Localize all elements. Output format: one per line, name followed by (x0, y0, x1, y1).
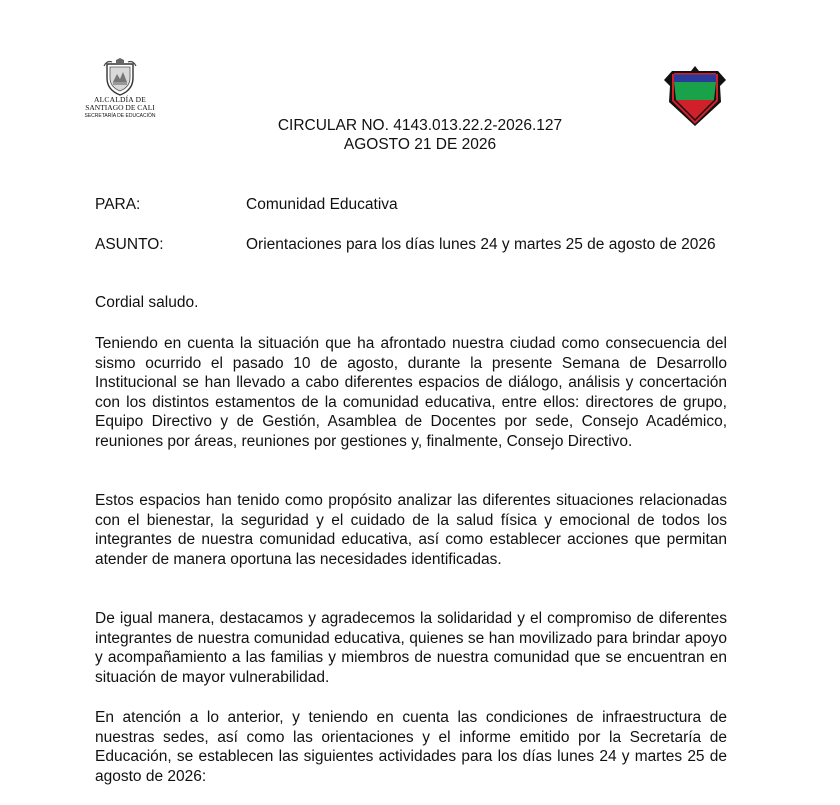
paragraph-3: De igual manera, destacamos y agradecemos la solidaridad y el compromiso de diferentes integrantes de nuestra comunidad educativa, quienes se han movilizado para brindar apoyo y acompañamiento a las familias y miembros de nuestra comunidad que se encuentran en situación de mayor vulnerabilidad. (95, 610, 727, 686)
paragraph-4: En atención a lo anterior, y teniendo en cuenta las condiciones de infraestructura de nuestras sedes, así como las orientaciones y el informe emitido por la Secretaría de Educación, se establecen las siguientes actividades para los días lunes 24 y martes 25 de agosto de 2026: (95, 709, 727, 785)
paragraph-2: Estos espacios han tenido como propósito analizar las diferentes situaciones relacionadas con el bienestar, la seguridad y el cuidado de la salud física y emocional de todos los integrantes de nuestra comunidad educativa, así como establecer acciones que permitan atender de manera oportuna las necesidades identificadas. (95, 492, 727, 568)
logo-city-line3: SECRETARÍA DE EDUCACIÓN (84, 113, 156, 119)
para-value: Comunidad Educativa (246, 196, 398, 213)
logo-city-line1: ALCALDÍA DE (94, 95, 146, 104)
asunto-label: ASUNTO: (95, 236, 164, 253)
left-logo (70, 58, 170, 120)
greeting: Cordial saludo. (95, 294, 199, 311)
paragraph-1: Teniendo en cuenta la situación que ha afrontado nuestra ciudad como consecuencia del sismo ocurrido el pasado 10 de agosto, durante la presente Semana de Desarrollo Institucional se han llevado a cabo diferentes espacios de diálogo, análisis y concertación con los distintos estamentos de la comunidad educativa, entre ellos: directores de grupo, Equipo Directivo y de Gestión, Asamblea de Docentes por sede, Consejo Académico, reuniones por áreas, reuniones por gestiones y, finalmente, Consejo Directivo. (95, 335, 727, 450)
circular-number: CIRCULAR NO. 4143.013.22.2-2026.127 (277, 117, 563, 134)
circular-date: AGOSTO 21 DE 2026 (343, 136, 497, 153)
city-coat-of-arms-icon (102, 58, 138, 96)
para-label: PARA: (95, 196, 141, 213)
asunto-value: Orientaciones para los días lunes 24 y martes 25 de agosto de 2026 (246, 236, 716, 253)
logo-city-line2: SANTIAGO DE CALI (85, 103, 155, 112)
